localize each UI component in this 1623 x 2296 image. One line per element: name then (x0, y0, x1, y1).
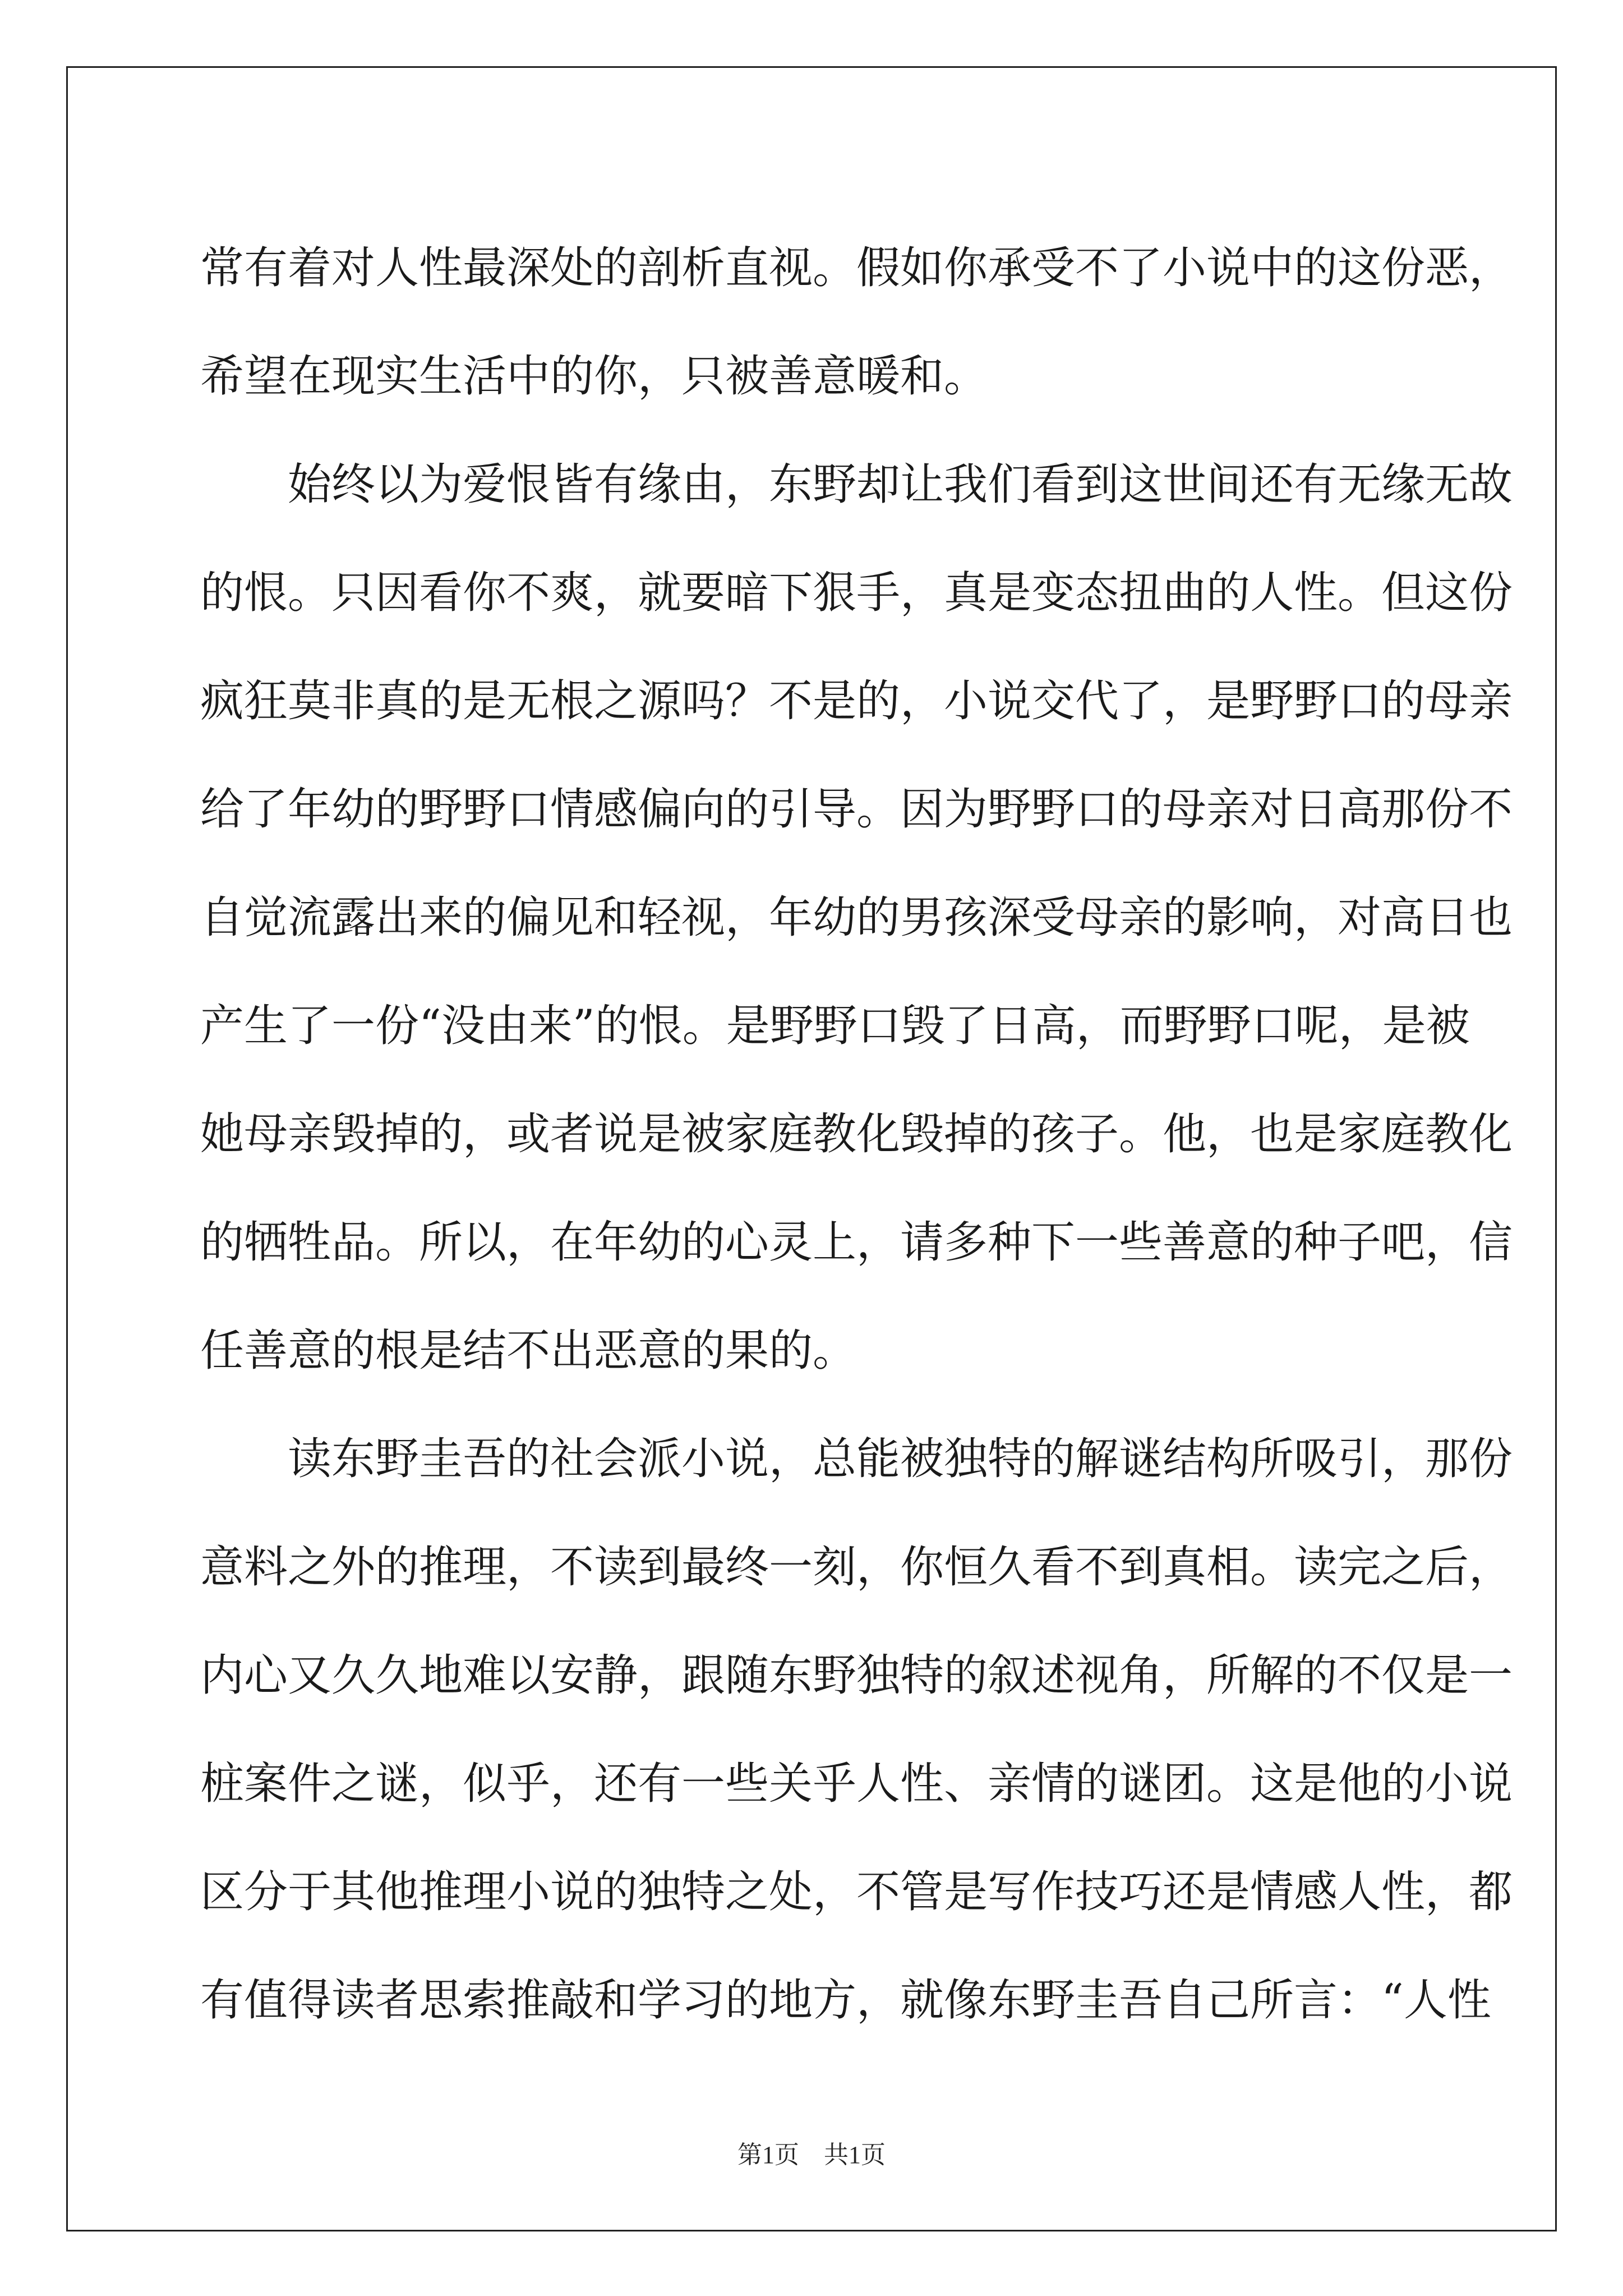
text-line: 给了年幼的野野口情感偏向的引导。因为野野口的母亲对日高那份不 (200, 784, 1513, 835)
text-line: 疯狂莫非真的是无根之源吗？不是的，小说交代了，是野野口的母亲 (200, 676, 1513, 726)
text-line: 区分于其他推理小说的独特之处，不管是写作技巧还是情感人性，都 (200, 1867, 1513, 1917)
text-line: 始终以为爱恨皆有缘由，东野却让我们看到这世间还有无缘无故 (288, 459, 1513, 510)
text-line: 产生了一份“没由来”的恨。是野野口毁了日高，而野野口呢，是被 (200, 1001, 1470, 1051)
text-line: 的恨。只因看你不爽，就要暗下狠手，真是变态扭曲的人性。但这份 (200, 568, 1513, 618)
text-line: 任善意的根是结不出恶意的果的。 (200, 1326, 857, 1376)
text-line: 内心又久久地难以安静，跟随东野独特的叙述视角，所解的不仅是一 (200, 1650, 1513, 1701)
text-line: 常有着对人性最深处的剖析直视。假如你承受不了小说中的这份恶， (200, 243, 1513, 293)
text-line: 希望在现实生活中的你，只被善意暖和。 (200, 351, 988, 402)
text-line: 意料之外的推理，不读到最终一刻，你恒久看不到真相。读完之后， (200, 1542, 1513, 1593)
text-line: 读东野圭吾的社会派小说，总能被独特的解谜结构所吸引，那份 (288, 1434, 1513, 1484)
body-text (200, 214, 1513, 2055)
page-number-footer: 第1页 共1页 (737, 2141, 886, 2169)
text-line: 她母亲毁掉的，或者说是被家庭教化毁掉的孩子。他，也是家庭教化 (200, 1109, 1513, 1159)
text-line: 有值得读者思索推敲和学习的地方，就像东野圭吾自己所言：“人性 (200, 1975, 1491, 2026)
text-line: 的牺牲品。所以，在年幼的心灵上，请多种下一些善意的种子吧，信 (200, 1217, 1513, 1268)
text-line: 自觉流露出来的偏见和轻视，年幼的男孩深受母亲的影响，对高日也 (200, 892, 1513, 943)
text-line: 桩案件之谜，似乎，还有一些关乎人性、亲情的谜团。这是他的小说 (200, 1759, 1513, 1809)
